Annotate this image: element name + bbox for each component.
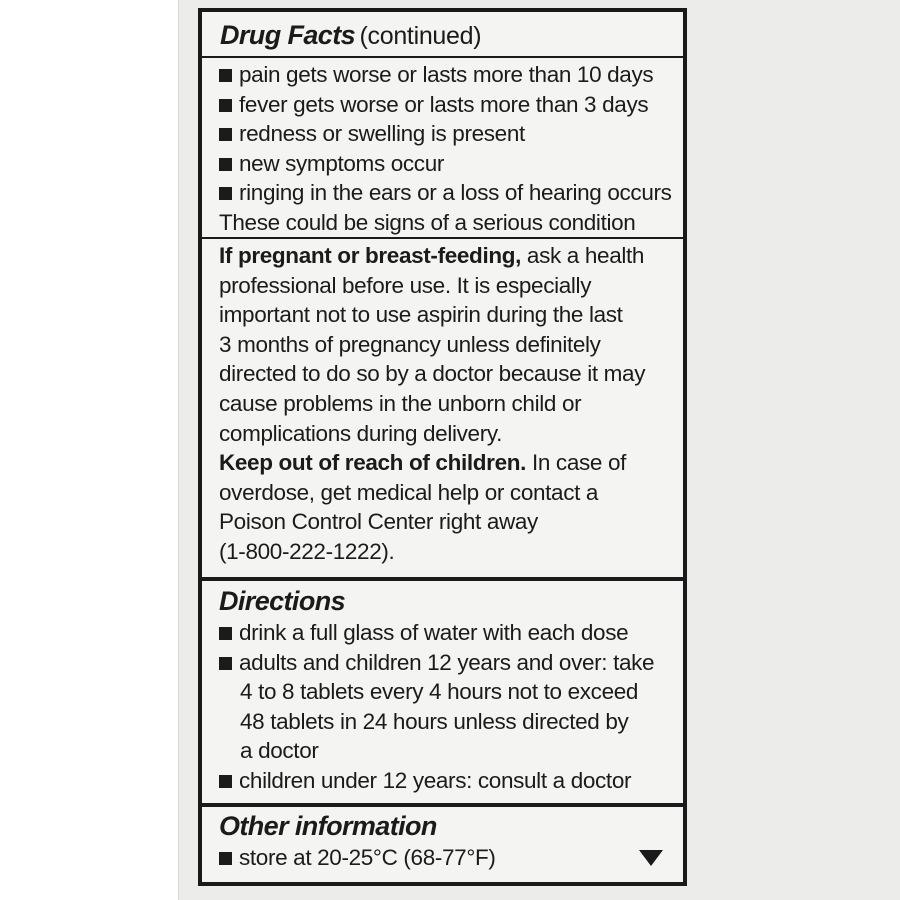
children-warning-lead: Keep out of reach of children. [219, 450, 527, 476]
bullet-icon [219, 187, 232, 200]
pregnancy-warning-line: complications during delivery. [219, 420, 502, 446]
other-information-section [202, 811, 683, 873]
pregnancy-warning-line: professional before use. It is especially [219, 272, 592, 298]
list-item: adults and children 12 years and over: take [219, 648, 683, 678]
list-item: store at 20-25°C (68-77°F) [219, 843, 683, 873]
list-item: ringing in the ears or a loss of hearing occurs [219, 178, 683, 208]
pregnancy-warning-line: important not to use aspirin during the last [219, 302, 623, 328]
drug-facts-panel [198, 8, 687, 886]
drug-facts-continued: (continued) [359, 22, 482, 50]
pregnancy-warning-line: cause problems in the unborn child or [219, 390, 582, 416]
list-item: children under 12 years: consult a doctor [219, 766, 683, 796]
directions-section [202, 586, 683, 796]
list-item-continuation: a doctor [240, 738, 319, 764]
list-item-continuation: 48 tablets in 24 hours unless directed by [240, 708, 629, 734]
bullet-icon [219, 69, 232, 82]
continued-arrow-icon [639, 850, 663, 866]
list-item: pain gets worse or lasts more than 10 days [219, 60, 683, 90]
warnings-section [202, 241, 683, 567]
stop-use-note: These could be signs of a serious condition [219, 209, 636, 235]
drug-facts-title: Drug Facts [220, 20, 356, 50]
list-item: fever gets worse or lasts more than 3 days [219, 90, 683, 120]
bullet-icon [219, 158, 232, 171]
bullet-icon [219, 775, 232, 788]
other-info-divider [202, 803, 683, 807]
list-item: redness or swelling is present [219, 119, 683, 149]
bullet-icon [219, 128, 232, 141]
bullet-icon [219, 852, 232, 865]
children-warning-line: overdose, get medical help or contact a [219, 479, 599, 505]
other-information-title: Other information [219, 811, 437, 841]
pregnancy-warning-line: 3 months of pregnancy unless definitely [219, 331, 601, 357]
stop-use-section [202, 60, 683, 238]
bullet-icon [219, 657, 232, 670]
directions-title: Directions [219, 586, 346, 616]
list-item-continuation: 4 to 8 tablets every 4 hours not to exceed [240, 679, 639, 705]
list-item: drink a full glass of water with each dose [219, 618, 683, 648]
directions-divider [202, 577, 683, 581]
header-divider [202, 56, 683, 58]
bullet-icon [219, 99, 232, 112]
poison-control-number: (1-800-222-1222). [219, 538, 395, 564]
drug-facts-header [202, 20, 683, 51]
list-item: new symptoms occur [219, 149, 683, 179]
children-warning-line: Keep out of reach of children. In case of [219, 450, 627, 476]
bullet-icon [219, 627, 232, 640]
pregnancy-warning-lead: If pregnant or breast-feeding, [219, 243, 522, 268]
stop-use-divider [202, 237, 683, 239]
pregnancy-warning-line: If pregnant or breast-feeding, ask a health [219, 243, 645, 268]
pregnancy-warning-line: directed to do so by a doctor because it may [219, 361, 646, 387]
children-warning-line: Poison Control Center right away [219, 509, 538, 535]
